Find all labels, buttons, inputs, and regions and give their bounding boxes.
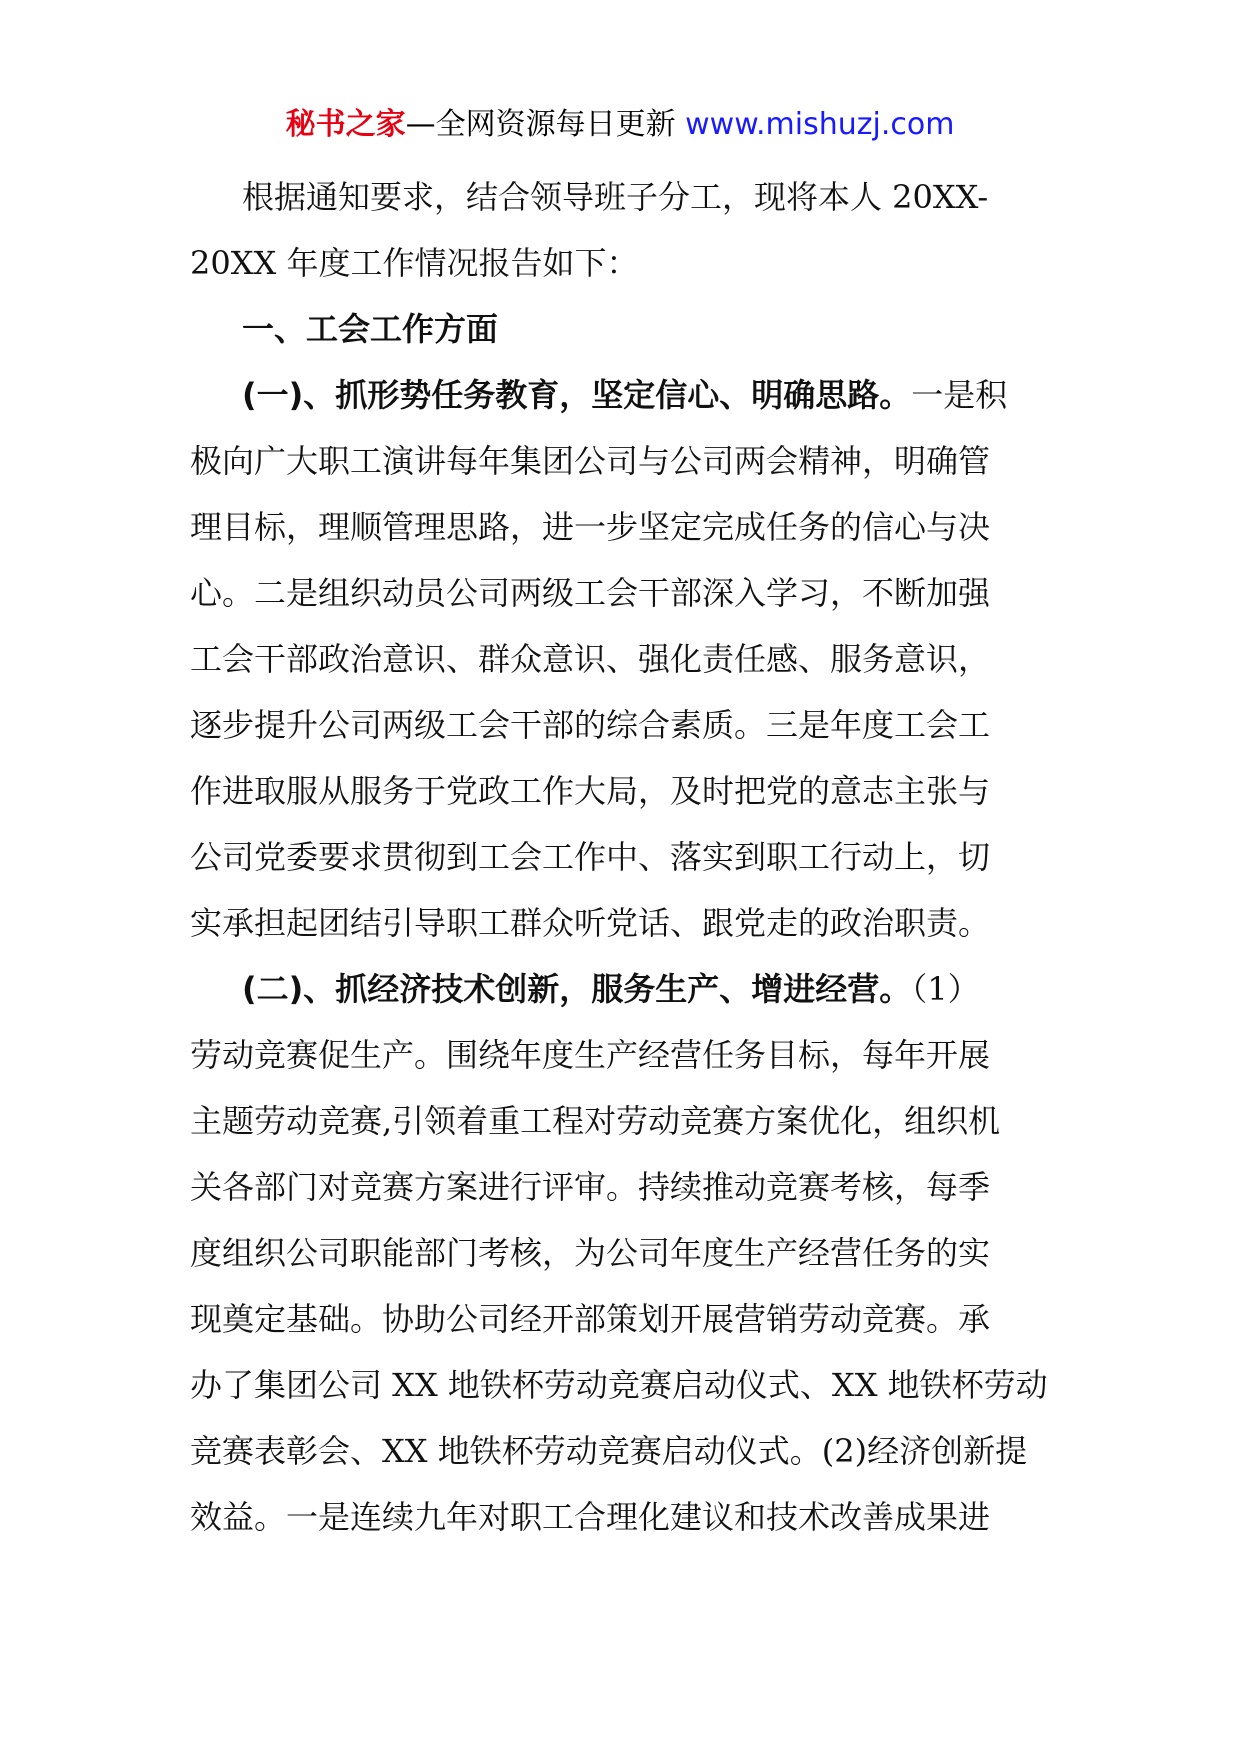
body-line: 公司党委要求贯彻到工会工作中、落实到职工行动上，切 bbox=[190, 838, 991, 876]
body-text: （1） bbox=[911, 970, 980, 1008]
body-line: 实承担起团结引导职工群众听党话、跟党走的政治职责。 bbox=[190, 904, 991, 942]
subsection-title: (一)、抓形势任务教育，坚定信心、明确思路。 bbox=[242, 376, 912, 414]
body-line: 竞赛表彰会、XX 地铁杯劳动竞赛启动仪式。(2)经济创新提 bbox=[190, 1432, 1028, 1470]
body-line: 20XX 年度工作情况报告如下： bbox=[190, 244, 639, 282]
body-line: 办了集团公司 XX 地铁杯劳动竞赛启动仪式、XX 地铁杯劳动 bbox=[190, 1366, 1048, 1404]
body-line: 度组织公司职能部门考核，为公司年度生产经营任务的实 bbox=[190, 1234, 991, 1272]
body-line: 现奠定基础。协助公司经开部策划开展营销劳动竞赛。承 bbox=[190, 1300, 991, 1338]
body-line: 劳动竞赛促生产。围绕年度生产经营任务目标，每年开展 bbox=[190, 1036, 991, 1074]
section-heading: 一、工会工作方面 bbox=[242, 310, 499, 348]
body-line: 根据通知要求，结合领导班子分工，现将本人 20XX- bbox=[242, 178, 989, 216]
subsection-line bbox=[190, 956, 1060, 1022]
body-text: 一是积 bbox=[911, 376, 1008, 414]
body-line: 作进取服从服务于党政工作大局，及时把党的意志主张与 bbox=[190, 772, 991, 810]
site-url-link[interactable]: www.mishuzj.com bbox=[685, 107, 955, 142]
subsection-title: (二)、抓经济技术创新，服务生产、增进经营。 bbox=[242, 970, 912, 1008]
body-line: 工会干部政治意识、群众意识、强化责任感、服务意识， bbox=[190, 640, 991, 678]
body-line: 理目标，理顺管理思路，进一步坚定完成任务的信心与决 bbox=[190, 508, 991, 546]
body-line: 效益。一是连续九年对职工合理化建议和技术改善成果进 bbox=[190, 1498, 991, 1536]
brand-name: 秘书之家 bbox=[285, 107, 406, 142]
header-tagline: —全网资源每日更新 bbox=[405, 107, 686, 142]
body-line: 极向广大职工演讲每年集团公司与公司两会精神，明确管 bbox=[190, 442, 991, 480]
subsection-line bbox=[190, 362, 1060, 428]
site-header bbox=[0, 100, 1240, 150]
document-body bbox=[190, 164, 1060, 1550]
body-line: 关各部门对竞赛方案进行评审。持续推动竞赛考核，每季 bbox=[190, 1168, 991, 1206]
body-line: 逐步提升公司两级工会干部的综合素质。三是年度工会工 bbox=[190, 706, 991, 744]
body-line: 心。二是组织动员公司两级工会干部深入学习，不断加强 bbox=[190, 574, 991, 612]
body-line: 主题劳动竞赛,引领着重工程对劳动竞赛方案优化，组织机 bbox=[190, 1102, 1001, 1140]
